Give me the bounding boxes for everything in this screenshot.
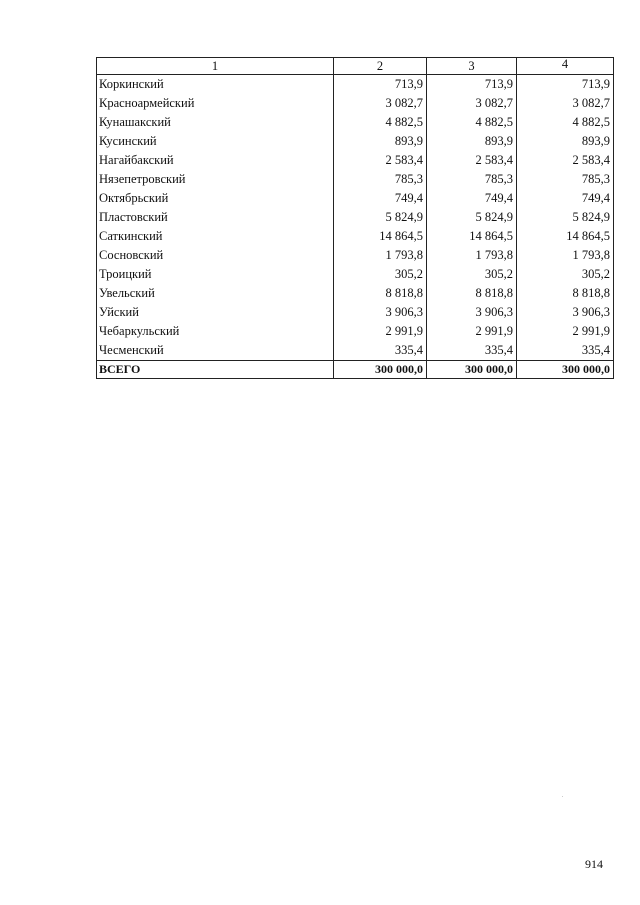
value-col2: 2 991,9 xyxy=(334,322,427,341)
district-name: Нязепетровский xyxy=(97,170,334,189)
value-col2: 335,4 xyxy=(334,341,427,361)
value-col3: 2 583,4 xyxy=(427,151,517,170)
value-col4: 3 906,3 xyxy=(517,303,614,322)
table-row xyxy=(97,132,614,151)
value-col4: 5 824,9 xyxy=(517,208,614,227)
value-col4: 3 082,7 xyxy=(517,94,614,113)
table-body xyxy=(97,75,614,379)
district-name: Увельский xyxy=(97,284,334,303)
value-col3: 785,3 xyxy=(427,170,517,189)
district-name: Октябрьский xyxy=(97,189,334,208)
value-col3: 8 818,8 xyxy=(427,284,517,303)
district-name: Красноармейский xyxy=(97,94,334,113)
scan-speck xyxy=(562,796,563,797)
value-col3: 4 882,5 xyxy=(427,113,517,132)
table-row xyxy=(97,208,614,227)
district-name: Сосновский xyxy=(97,246,334,265)
table-header xyxy=(97,58,614,75)
value-col4: 785,3 xyxy=(517,170,614,189)
total-label: ВСЕГО xyxy=(97,361,334,379)
value-col4: 14 864,5 xyxy=(517,227,614,246)
district-name: Кусинский xyxy=(97,132,334,151)
value-col2: 785,3 xyxy=(334,170,427,189)
value-col4: 2 991,9 xyxy=(517,322,614,341)
value-col4: 305,2 xyxy=(517,265,614,284)
value-col2: 3 906,3 xyxy=(334,303,427,322)
district-name: Пластовский xyxy=(97,208,334,227)
district-name: Коркинский xyxy=(97,75,334,95)
table-row xyxy=(97,322,614,341)
value-col3: 5 824,9 xyxy=(427,208,517,227)
table-row xyxy=(97,265,614,284)
district-name: Уйский xyxy=(97,303,334,322)
value-col4: 8 818,8 xyxy=(517,284,614,303)
value-col3: 749,4 xyxy=(427,189,517,208)
value-col3: 1 793,8 xyxy=(427,246,517,265)
value-col2: 2 583,4 xyxy=(334,151,427,170)
table-row xyxy=(97,170,614,189)
value-col2: 893,9 xyxy=(334,132,427,151)
column-header-4: 4 xyxy=(517,58,614,75)
value-col2: 8 818,8 xyxy=(334,284,427,303)
table-row xyxy=(97,151,614,170)
district-name: Чесменский xyxy=(97,341,334,361)
value-col3: 3 082,7 xyxy=(427,94,517,113)
value-col2: 1 793,8 xyxy=(334,246,427,265)
column-header-1: 1 xyxy=(97,58,334,75)
value-col4: 1 793,8 xyxy=(517,246,614,265)
value-col3: 3 906,3 xyxy=(427,303,517,322)
table-row xyxy=(97,284,614,303)
table-row xyxy=(97,227,614,246)
value-col2: 305,2 xyxy=(334,265,427,284)
table-row xyxy=(97,75,614,95)
district-name: Кунашакский xyxy=(97,113,334,132)
value-col3: 713,9 xyxy=(427,75,517,95)
value-col4: 335,4 xyxy=(517,341,614,361)
value-col3: 335,4 xyxy=(427,341,517,361)
value-col3: 305,2 xyxy=(427,265,517,284)
total-value-col3: 300 000,0 xyxy=(427,361,517,379)
value-col2: 5 824,9 xyxy=(334,208,427,227)
value-col3: 893,9 xyxy=(427,132,517,151)
value-col3: 2 991,9 xyxy=(427,322,517,341)
value-col2: 3 082,7 xyxy=(334,94,427,113)
total-row xyxy=(97,361,614,379)
value-col4: 749,4 xyxy=(517,189,614,208)
value-col2: 4 882,5 xyxy=(334,113,427,132)
district-name: Чебаркульский xyxy=(97,322,334,341)
budget-table xyxy=(96,57,614,379)
value-col2: 749,4 xyxy=(334,189,427,208)
header-row xyxy=(97,58,614,75)
district-name: Саткинский xyxy=(97,227,334,246)
value-col4: 713,9 xyxy=(517,75,614,95)
value-col4: 2 583,4 xyxy=(517,151,614,170)
value-col4: 893,9 xyxy=(517,132,614,151)
value-col2: 713,9 xyxy=(334,75,427,95)
total-value-col4: 300 000,0 xyxy=(517,361,614,379)
total-value-col2: 300 000,0 xyxy=(334,361,427,379)
table-row xyxy=(97,189,614,208)
district-name: Нагайбакский xyxy=(97,151,334,170)
table-row xyxy=(97,246,614,265)
table-row xyxy=(97,113,614,132)
value-col4: 4 882,5 xyxy=(517,113,614,132)
column-header-3: 3 xyxy=(427,58,517,75)
table-row xyxy=(97,94,614,113)
column-header-2: 2 xyxy=(334,58,427,75)
page-number: 914 xyxy=(585,857,603,871)
district-name: Троицкий xyxy=(97,265,334,284)
table-row xyxy=(97,341,614,361)
value-col3: 14 864,5 xyxy=(427,227,517,246)
value-col2: 14 864,5 xyxy=(334,227,427,246)
table-row xyxy=(97,303,614,322)
